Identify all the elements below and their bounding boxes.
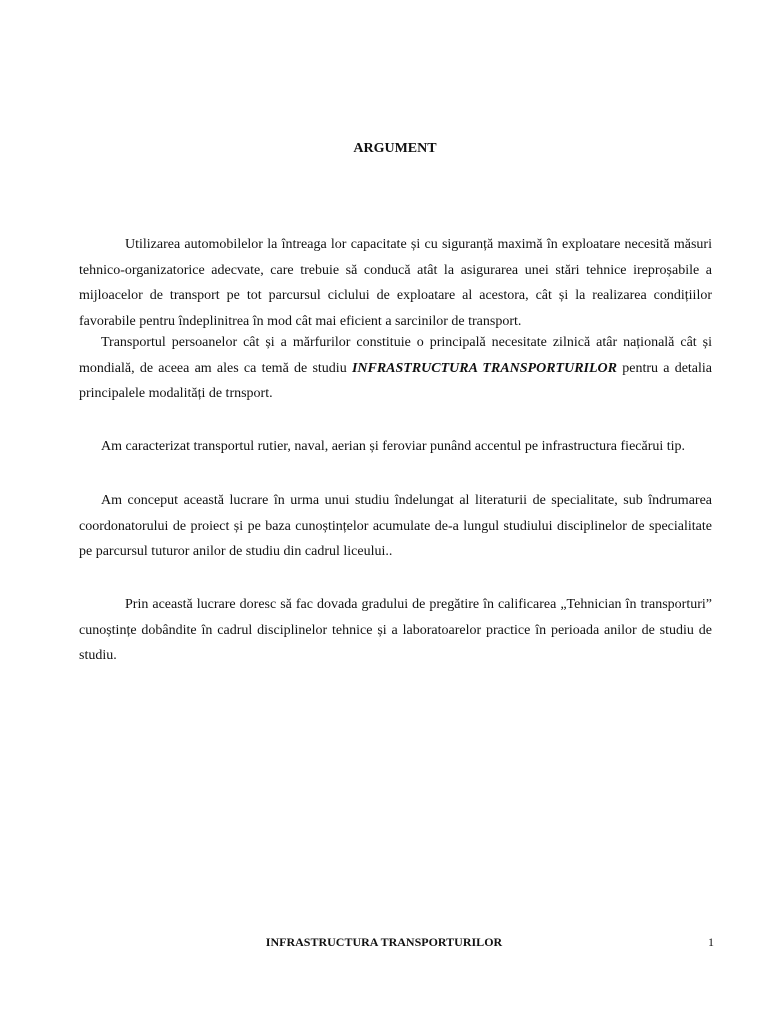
page-number: 1 bbox=[708, 935, 714, 949]
paragraph-topic-emphasis: INFRASTRUCTURA TRANSPORTURILOR bbox=[351, 360, 618, 376]
page-title: ARGUMENT bbox=[353, 141, 437, 156]
paragraph-topic-text-end: pentru a detalia principalele modalități de trnsport. bbox=[79, 360, 713, 401]
paragraph-research: Am conceput această lucrare în urma unui studiu îndelungat al literaturii de specialitate, sub îndrumarea coordonatorului de proiect și pe baza cunoștințelor acumulate de-a lungul studiului disciplinelor de specialitate pe parcursul tuturor anilor de studiu din cadrul liceului.. bbox=[79, 493, 712, 559]
paragraph-conclusion: Prin această lucrare doresc să fac dovada gradului de pregătire în calificarea „Tehnician în transporturi” cunoștințe dobândite în cadrul disciplinelor tehnice și a laboratoarelor practice în perioada anilor de studiu de studiu. bbox=[79, 597, 712, 663]
paragraph-introduction: Utilizarea automobilelor la întreaga lor capacitate și cu siguranță maximă în exploatare necesită măsuri tehnico-organizatorice adecvate, care trebuie să conducă atât la asigurarea unei stări tehnice ireproșabile a mijloacelor de transport pe tot parcursul ciclului de exploatare al acestora, cât și la realizarea condițiilor favorabile pentru îndeplinitrea în mod cât mai eficient a sarcinilor de transport. bbox=[79, 237, 712, 329]
paragraph-transport-types: Am caracterizat transportul rutier, naval, aerian și feroviar punând accentul pe infrastructura fiecărui tip. bbox=[101, 439, 686, 454]
paragraph-topic bbox=[79, 330, 712, 407]
paragraph-topic-text-start: Transportul persoanelor cât și a mărfurilor constituie o principală necesitate zilnică atâr națională cât și mondială, de aceea am ales ca temă de studiu bbox=[79, 335, 712, 376]
footer-title: INFRASTRUCTURA TRANSPORTURILOR bbox=[265, 935, 503, 949]
